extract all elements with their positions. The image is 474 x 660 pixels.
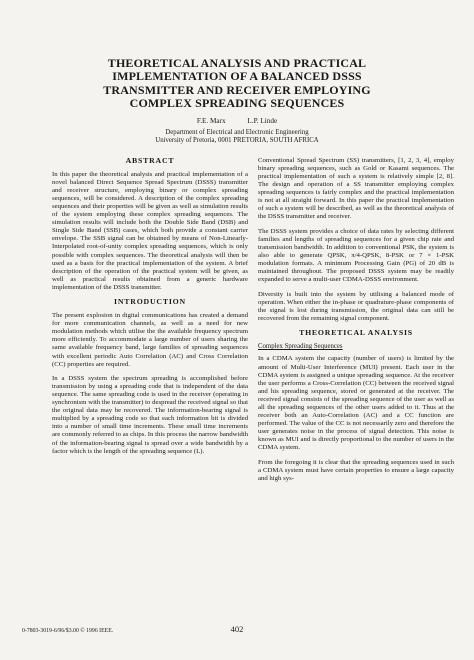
body-paragraph: The DSSS system provides a choice of data rates by selecting different families and lengths of spreading sequences for a given chip rate and transmission bandwidth. In addition to conventional PSK, the system is also able to generate QPSK, π/4-QPSK, 8-PSK or 7 × 1-PSK modulation formats. A minimum Processing Gain (PG) of 20 dB is maintained throughout. The proposed DSSS system may be readily expanded to serve a multi-user CDMA-DSSS environment. — [258, 227, 454, 284]
page-number: 402 — [230, 624, 244, 634]
affiliation-department: Department of Electrical and Electronic Engineering — [165, 129, 309, 136]
title-line: IMPLEMENTATION OF A BALANCED DSSS — [112, 69, 362, 84]
abstract-heading: ABSTRACT — [125, 156, 175, 165]
body-paragraph: In a DSSS system the spectrum spreading is accomplished before transmission by using a spreading code that is independent of the data sequence. The same spreading code is used in the receiver (operating in synchronism with the transmitter) to despread the received signal so that the original data may be recovered. The information-bearing signal is multiplied by a spreading code so that each information bit is divided into a number of small time increments. These small time increments are commonly referred to as chips. In this process the narrow bandwidth of the information-bearing signal is spread over a wide bandwidth by a factor which is the length of the spreading sequence (L). — [52, 375, 248, 455]
body-paragraph: The present explosion in digital communications has created a demand for more communication channels, as well as a need for new modulation methods which utilise the the available frequency spectrum more efficiently. To accommodate a large number of users sharing the same available frequency band, large families of spreading sequences with excellent periodic Auto Correlation (AC) and Cross Correlation (CC) properties are required. — [52, 312, 248, 368]
body-paragraph: In a CDMA system the capacity (number of users) is limited by the amount of Multi-User Interference (MUI) present. Each user in the CDMA system is assigned a unique spreading sequence. At the receiver the user performs a Cross-Correlation (CC) between the received signal and his spreading sequence, stored or generated at the receiver. The received signal consists of the spreading sequence of the user as well as all the spreading sequences of the other users added to it. Thus at the receiver both an Auto-Correlation (AC) and a CC function are performed. The value of the CC is not necessarily zero and therefore the user generates noise in the process of signal detection. This noise is known as MUI and is directly proportional to the number of users in the CDMA system. — [258, 355, 454, 451]
title-line: THEORETICAL ANALYSIS AND PRACTICAL — [107, 56, 367, 70]
author-name: L.P. Linde — [247, 117, 278, 125]
copyright-line: 0-7803-3019-6/96/$3.00 © 1996 IEEE. — [22, 628, 114, 634]
theoretical-analysis-heading: THEORETICAL ANALYSIS — [299, 328, 413, 338]
paper-title — [40, 57, 434, 110]
title-line: TRANSMITTER AND RECEIVER EMPLOYING — [103, 82, 371, 97]
body-paragraph: From the foregoing it is clear that the spreading sequences used in such a CDMA system must have certain properties to ensure a large capacity and high sys- — [258, 458, 454, 482]
introduction-heading: INTRODUCTION — [114, 297, 186, 307]
title-line: COMPLEX SPREADING SEQUENCES — [129, 95, 345, 110]
authors — [0, 117, 474, 125]
abstract-paragraph: In this paper the theoretical analysis and practical implementation of a novel balanced Direct Sequence Spread Spectrum (DSSS) transmitter and receiver structure, employing binary or complex spreading sequences, will be considered. A description of the complex spreading sequences and their properties will be given as well as simulation results of the system employing these complex spreading sequences. The simulation results will include both the Double Side Band (DSB) and Single Side Band (SSB) cases, which both provide a constant carrier envelope. The SSB signal can be obtained by means of Non-Linearly-Interpolated root-of-unity complex spreading sequences, which is only possible with complex sequences. The theoretical analysis will then be used as a basis for the practical implementation of the system. A brief description of the operation of the practical system will be given, as well as practical results obtained from a generic hardware implementation of the DSSS transmitter. — [52, 171, 248, 291]
body-paragraph: Conventional Spread Spectrum (SS) transmitters, [1, 2, 3, 4], employ binary spreading sequences, such as Gold or Kasami sequences. The practical implementation of such a system is relatively simple [2, 8]. The design and operation of a SS transmitter employing complex spreading sequences is fairly complex and the practical implementation is not at all straight forward. In this paper the practical implementation of such a system will be described, as well as the theoretical analysis of the DSSS transmitter and receiver. — [258, 157, 454, 221]
left-column — [52, 157, 248, 462]
affiliation-university: University of Pretoria, 0001 PRETORIA, SOUTH AFRICA — [155, 137, 319, 145]
author-name: F.E. Marx — [196, 117, 226, 125]
right-column — [258, 157, 454, 489]
body-paragraph: Diversity is built into the system by utilising a balanced mode of operation. When either the in-phase or quadrature-phase components of the signal is lost during transmission, the original data can still be recovered from the remaining signal component. — [258, 290, 454, 322]
complex-spreading-subheading: Complex Spreading Sequences — [258, 343, 343, 351]
affiliation — [0, 129, 474, 145]
